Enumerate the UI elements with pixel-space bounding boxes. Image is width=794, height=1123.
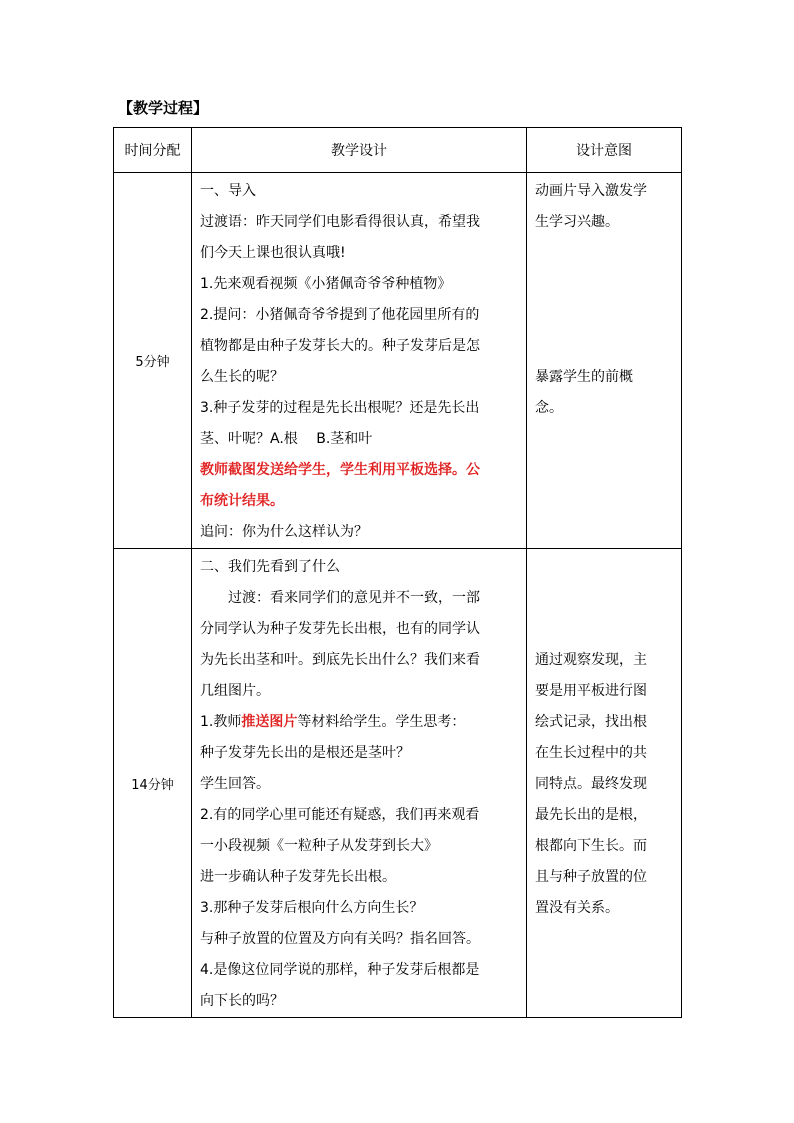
intent-line: 绘式记录，找出根 — [535, 714, 647, 730]
table-row — [114, 549, 682, 1018]
design-line: 2.有的同学心里可能还有疑惑，我们再来观看 — [200, 807, 480, 823]
intent-line: 在生长过程中的共 — [535, 745, 647, 761]
table-header-row — [114, 128, 682, 173]
row1-design — [192, 173, 527, 549]
intent-line: 同特点。最终发现 — [535, 776, 647, 792]
step1-highlight: 推送图片 — [241, 714, 298, 730]
design-line: 2.提问：小猪佩奇爷爷提到了他花园里所有的 — [200, 307, 480, 323]
design-line: 过渡语：昨天同学们电影看得很认真，希望我 — [200, 214, 480, 230]
intent-line: 生学习兴趣。 — [535, 214, 619, 230]
design-line: 一小段视频《一粒种子从发芽到长大》 — [200, 838, 438, 854]
design-line: 茎、叶呢？A.根 B.茎和叶 — [200, 431, 373, 447]
intent-line: 暴露学生的前概 — [535, 369, 633, 385]
design-line: 一、导入 — [200, 183, 256, 199]
design-line: 3.那种子发芽后根向什么方向生长？ — [200, 900, 424, 916]
design-line: 种子发芽先长出的是根还是茎叶？ — [200, 745, 410, 761]
design-line: 几组图片。 — [200, 683, 270, 699]
intent-line: 念。 — [535, 400, 563, 416]
header-time: 时间分配 — [114, 128, 192, 173]
row2-intent — [527, 549, 682, 1018]
row2-design — [192, 549, 527, 1018]
intent-line: 最先长出的是根， — [535, 807, 647, 823]
section-title: 【教学过程】 — [118, 99, 209, 117]
lesson-plan-table — [113, 127, 682, 1018]
design-line: 与种子放置的位置及方向有关吗？指名回答。 — [200, 931, 480, 947]
design-line-highlight: 布统计结果。 — [200, 493, 284, 509]
design-line-highlight: 教师截图发送给学生，学生利用平板选择。公 — [200, 462, 480, 478]
header-intent: 设计意图 — [527, 128, 682, 173]
intent-line: 置没有关系。 — [535, 900, 619, 916]
intent-line: 通过观察发现，主 — [535, 652, 647, 668]
design-line: 么生长的呢？ — [200, 369, 284, 385]
intent-line: 要是用平板进行图 — [535, 683, 647, 699]
design-line: 植物都是由种子发芽长大的。种子发芽后是怎 — [200, 338, 480, 354]
row1-time: 5分钟 — [114, 173, 192, 549]
design-line: 学生回答。 — [200, 776, 270, 792]
intent-line: 根都向下生长。而 — [535, 838, 647, 854]
design-line: 二、我们先看到了什么 — [200, 559, 340, 575]
design-line: 1.先来观看视频《小猪佩奇爷爷种植物》 — [200, 276, 452, 292]
design-line-step1 — [200, 707, 520, 738]
design-line: 们今天上课也很认真哦! — [200, 245, 346, 261]
design-line: 过渡：看来同学们的意见并不一致，一部 — [228, 590, 480, 606]
intent-line: 且与种子放置的位 — [535, 869, 647, 885]
row2-time: 14分钟 — [114, 549, 192, 1018]
design-line: 追问：你为什么这样认为？ — [200, 524, 368, 540]
design-line: 4.是像这位同学说的那样，种子发芽后根都是 — [200, 962, 480, 978]
table-row — [114, 173, 682, 549]
header-design: 教学设计 — [192, 128, 527, 173]
design-line: 分同学认为种子发芽先长出根，也有的同学认 — [200, 621, 480, 637]
design-line: 进一步确认种子发芽先长出根。 — [200, 869, 396, 885]
design-line: 为先长出茎和叶。到底先长出什么？我们来看 — [200, 652, 480, 668]
design-line: 向下长的吗？ — [200, 993, 284, 1009]
row1-intent — [527, 173, 682, 549]
intent-line: 动画片导入激发学 — [535, 183, 647, 199]
design-line: 3.种子发芽的过程是先长出根呢？还是先长出 — [200, 400, 480, 416]
step1-pre: 1.教师 — [200, 714, 242, 730]
step1-post: 等材料给学生。学生思考： — [297, 714, 466, 730]
